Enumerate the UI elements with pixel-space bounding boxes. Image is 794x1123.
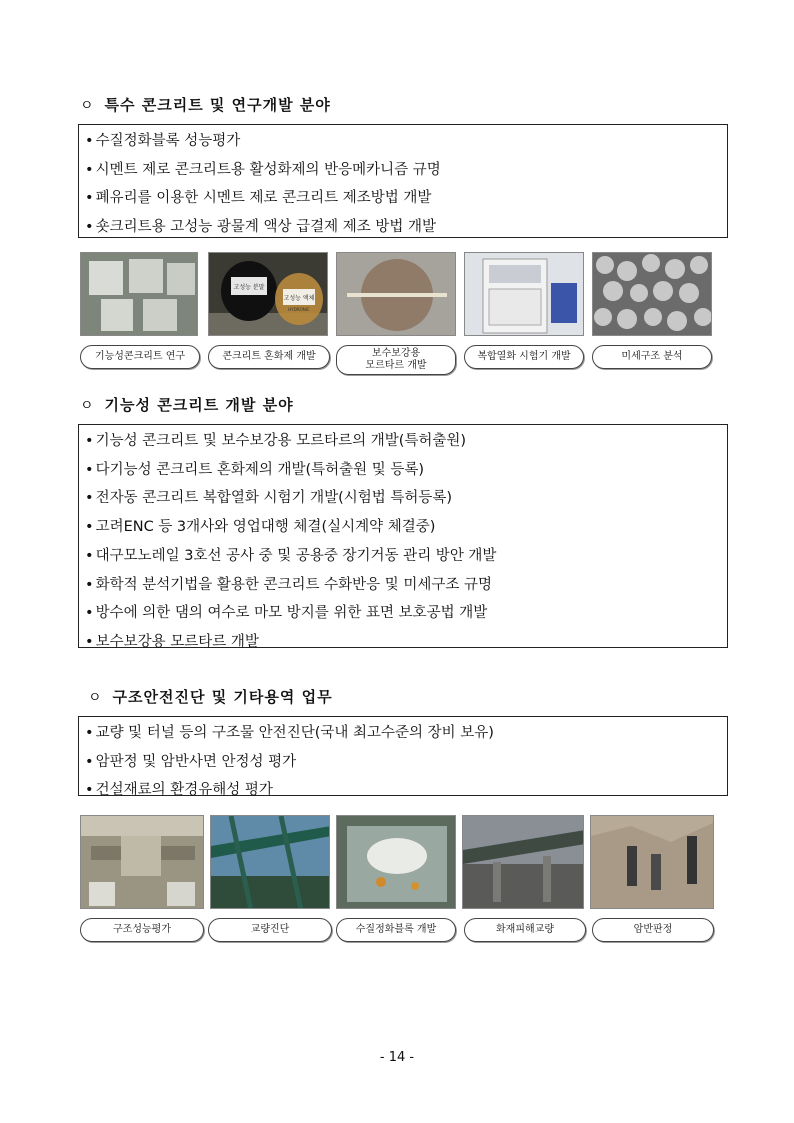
heading-marker: ㅇ (80, 98, 95, 114)
list-item: • 폐유리를 이용한 시멘트 제로 콘크리트 제조방법 개발 (85, 190, 432, 207)
section-1-title: 특수 콘크리트 및 연구개발 분야 (104, 96, 331, 114)
photo-water-block (336, 815, 456, 909)
photo-microstructure (592, 252, 712, 336)
list-item: • 다기능성 콘크리트 혼화제의 개발(특허출원 및 등록) (85, 461, 425, 478)
bottle-label-1: 고성능 분말 (233, 284, 265, 291)
heading-marker: ㅇ (80, 398, 95, 414)
bottle-label-2: 고성능 액체 (283, 295, 315, 302)
section-2-list-box (78, 424, 728, 648)
list-item: • 고려ENC 등 3개사와 영업대행 체결(실시계약 체결중) (85, 519, 436, 536)
photo-rock-judgement (590, 815, 714, 909)
list-item: • 기능성 콘크리트 및 보수보강용 모르타르의 개발(특허출원) (85, 433, 467, 449)
water-block-image (337, 816, 456, 909)
admixture-bottles-image (209, 253, 328, 336)
list-item: • 대구모노레일 3호선 공사 중 및 공용중 장기거동 관리 방안 개발 (85, 547, 497, 564)
photo-bridge-diagnosis (210, 815, 330, 909)
section-2-heading (80, 394, 294, 415)
photo-fire-damaged-bridge (462, 815, 584, 909)
section-3-list-box (78, 716, 728, 799)
caption-fire-damaged-bridge: 화재피해교량 (464, 918, 586, 942)
concrete-blocks-image (81, 253, 198, 336)
section-3-heading (88, 686, 333, 707)
caption-tester: 복합열화 시험기 개발 (464, 345, 584, 369)
caption-functional-concrete: 기능성콘크리트 연구 (80, 345, 200, 369)
section-1-photos (80, 252, 720, 342)
section-1-heading (80, 94, 331, 115)
photo-deterioration-tester (464, 252, 584, 336)
section-2-title: 기능성 콘크리트 개발 분야 (104, 396, 294, 414)
caption-mortar: 보수보강용 모르타르 개발 (336, 345, 456, 375)
mortar-disk-image (337, 253, 456, 336)
rock-judgement-image (591, 816, 714, 909)
bridge-diagnosis-image (211, 816, 330, 909)
list-item: • 보수보강용 모르타르 개발 (85, 633, 259, 650)
caption-water-block: 수질정화블록 개발 (336, 918, 456, 942)
list-item: • 전자동 콘크리트 복합열화 시험기 개발(시험법 특허등록) (85, 490, 453, 507)
bottle-brand-label: HYDRONIC (288, 307, 310, 312)
caption-admixture: 콘크리트 혼화제 개발 (208, 345, 330, 369)
list-item: • 숏크리트용 고성능 광물계 액상 급결제 제조 방법 개발 (85, 219, 436, 236)
photo-structural-test (80, 815, 204, 909)
deterioration-tester-image (465, 253, 584, 336)
caption-microstructure: 미세구조 분석 (592, 345, 712, 369)
photo-admixture-bottles (208, 252, 328, 336)
microstructure-image (593, 253, 712, 336)
list-item: • 방수에 의한 댐의 여수로 마모 방지를 위한 표면 보호공법 개발 (85, 605, 488, 622)
structural-test-image (81, 816, 204, 909)
section-3-title: 구조안전진단 및 기타용역 업무 (112, 688, 333, 706)
photo-mortar-disk (336, 252, 456, 336)
list-item: • 시멘트 제로 콘크리트용 활성화제의 반응메카니즘 규명 (85, 161, 441, 178)
caption-bridge-diagnosis: 교량진단 (208, 918, 332, 942)
list-item: • 수질정화블록 성능평가 (85, 133, 241, 149)
list-item: • 화학적 분석기법을 활용한 콘크리트 수화반응 및 미세구조 규명 (85, 576, 493, 593)
list-item: • 건설재료의 환경유해성 평가 (85, 782, 273, 799)
section-3-photos (80, 815, 720, 911)
section-1-list-box (78, 124, 728, 238)
fire-damaged-bridge-image (463, 816, 584, 909)
list-item: • 암판정 및 암반사면 안정성 평가 (85, 753, 297, 770)
caption-structural-performance: 구조성능평가 (80, 918, 204, 942)
photo-concrete-blocks (80, 252, 198, 336)
page-number: - 14 - (379, 1050, 415, 1065)
caption-rock-judgement: 암반판정 (592, 918, 714, 942)
list-item: • 교량 및 터널 등의 구조물 안전진단(국내 최고수준의 장비 보유) (85, 725, 494, 741)
heading-marker: ㅇ (88, 690, 103, 706)
